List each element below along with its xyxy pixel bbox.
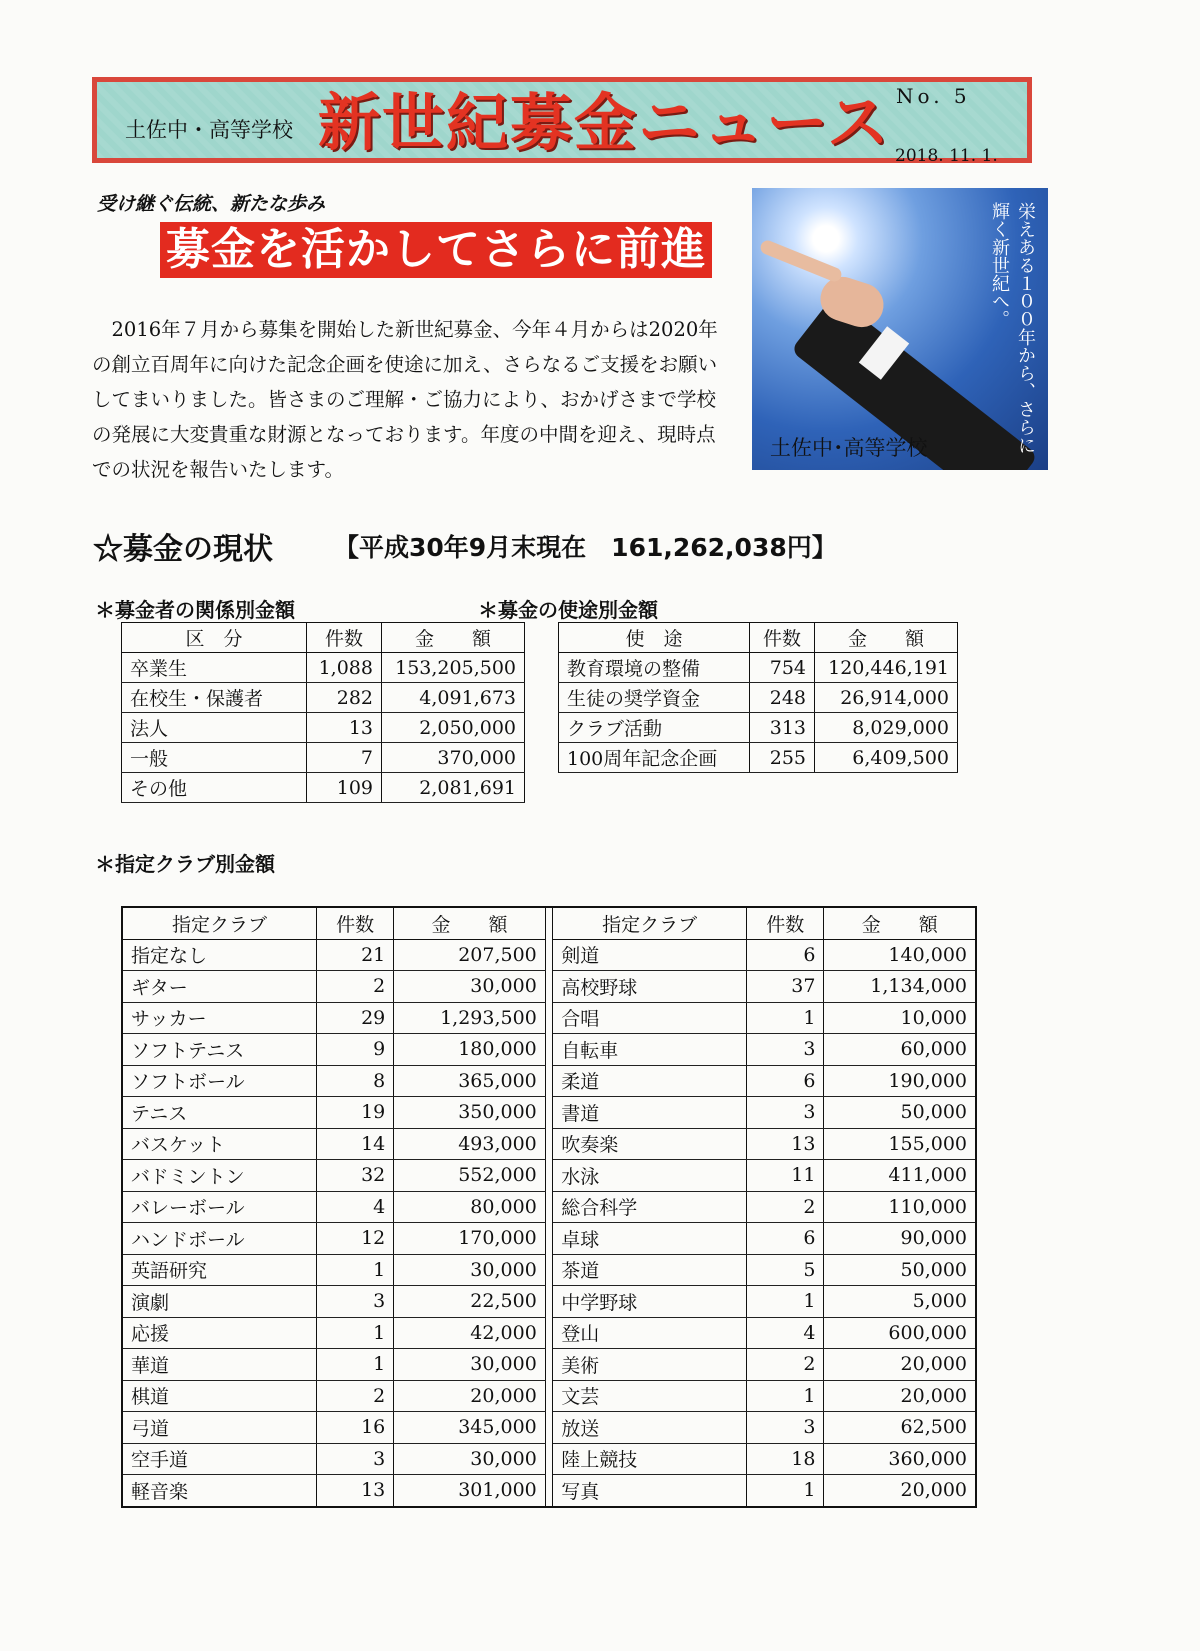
table-cell-amount: 6,409,500	[815, 743, 958, 773]
table-cell-label: 教育環境の整備	[559, 653, 750, 683]
table-cell-count: 12	[316, 1223, 393, 1255]
table-header: 指定クラブ	[122, 907, 316, 939]
table-cell-amount: 2,081,691	[382, 773, 525, 803]
table-cell-club: ギター	[122, 971, 316, 1003]
table-cell-amount: 62,500	[824, 1412, 976, 1444]
table-gap	[545, 1443, 552, 1475]
table-cell-count: 6	[747, 1223, 824, 1255]
table-row	[122, 653, 525, 683]
headline: 募金を活かしてさらに前進	[160, 222, 712, 278]
club-table	[121, 906, 977, 1508]
table-row	[122, 1286, 976, 1318]
table-cell-label: 在校生・保護者	[122, 683, 307, 713]
table-cell-amount: 2,050,000	[382, 713, 525, 743]
table-cell-amount: 20,000	[824, 1380, 976, 1412]
table-header: 件数	[750, 623, 815, 653]
table-cell-count: 3	[747, 1097, 824, 1129]
table-gap	[545, 1286, 552, 1318]
table-cell-amount: 301,000	[394, 1475, 546, 1507]
table-cell-club: テニス	[122, 1097, 316, 1129]
table-row	[122, 1065, 976, 1097]
table-cell-club: 書道	[553, 1097, 747, 1129]
relation-section-title: ＊募金者の関係別金額	[95, 598, 295, 622]
table-cell-club: 茶道	[553, 1254, 747, 1286]
table-cell-amount: 140,000	[824, 939, 976, 971]
table-cell-amount: 1,134,000	[824, 971, 976, 1003]
table-cell-count: 1	[316, 1317, 393, 1349]
table-cell-club: 弓道	[122, 1412, 316, 1444]
table-row	[122, 1002, 976, 1034]
table-cell-club: バレーボール	[122, 1191, 316, 1223]
table-cell-count: 13	[307, 713, 382, 743]
table-row	[122, 773, 525, 803]
table-row	[122, 1380, 976, 1412]
table-cell-count: 8	[316, 1065, 393, 1097]
table-cell-club: 文芸	[553, 1380, 747, 1412]
table-row	[122, 1412, 976, 1444]
table-cell-count: 1	[747, 1002, 824, 1034]
table-cell-amount: 493,000	[394, 1128, 546, 1160]
table-cell-amount: 180,000	[394, 1034, 546, 1066]
table-gap	[545, 1191, 552, 1223]
table-cell-amount: 50,000	[824, 1254, 976, 1286]
table-gap	[545, 1097, 552, 1129]
table-cell-amount: 90,000	[824, 1223, 976, 1255]
table-cell-club: 高校野球	[553, 971, 747, 1003]
table-cell-club: 空手道	[122, 1443, 316, 1475]
table-cell-count: 13	[316, 1475, 393, 1507]
table-row	[122, 1223, 976, 1255]
table-row	[122, 1349, 976, 1381]
table-header: 件数	[316, 907, 393, 939]
table-row	[559, 683, 958, 713]
table-header: 金 額	[815, 623, 958, 653]
table-cell-amount: 22,500	[394, 1286, 546, 1318]
table-cell-amount: 365,000	[394, 1065, 546, 1097]
relation-table	[121, 622, 525, 803]
issue-date: 2018. 11. 1.	[895, 146, 998, 166]
table-cell-label: 100周年記念企画	[559, 743, 750, 773]
table-cell-amount: 5,000	[824, 1286, 976, 1318]
table-cell-label: 一般	[122, 743, 307, 773]
table-row	[122, 939, 976, 971]
table-cell-club: ハンドボール	[122, 1223, 316, 1255]
table-row	[122, 683, 525, 713]
table-cell-club: 美術	[553, 1349, 747, 1381]
use-table	[558, 622, 958, 773]
table-cell-club: 英語研究	[122, 1254, 316, 1286]
table-gap	[545, 939, 552, 971]
table-row	[559, 653, 958, 683]
table-cell-amount: 1,293,500	[394, 1002, 546, 1034]
table-cell-count: 754	[750, 653, 815, 683]
table-gap	[545, 1380, 552, 1412]
table-cell-amount: 190,000	[824, 1065, 976, 1097]
table-cell-count: 7	[307, 743, 382, 773]
table-cell-count: 6	[747, 939, 824, 971]
table-cell-club: 登山	[553, 1317, 747, 1349]
table-cell-amount: 120,446,191	[815, 653, 958, 683]
photo-finger	[759, 238, 844, 283]
table-cell-amount: 155,000	[824, 1128, 976, 1160]
table-gap	[545, 907, 552, 939]
table-row	[122, 1254, 976, 1286]
intro-paragraph: 2016年７月から募集を開始した新世紀募金、今年４月からは2020年の創立百周年に向けた記念企画を使途に加え、さらなるご支援をお願いしてまいりました。皆さまのご理解・ご協力により、おかげさまで学校の発展に大変貴重な財源となっております。年度の中間を迎え、現時点での状況を報告いたします。	[92, 318, 718, 481]
table-header: 使 途	[559, 623, 750, 653]
table-row	[122, 1191, 976, 1223]
table-cell-count: 9	[316, 1034, 393, 1066]
table-cell-amount: 42,000	[394, 1317, 546, 1349]
table-cell-label: 生徒の奨学資金	[559, 683, 750, 713]
table-cell-club: 棋道	[122, 1380, 316, 1412]
table-cell-club: 剣道	[553, 939, 747, 971]
table-cell-club: ソフトボール	[122, 1065, 316, 1097]
table-cell-count: 3	[316, 1443, 393, 1475]
table-gap	[545, 971, 552, 1003]
table-cell-count: 29	[316, 1002, 393, 1034]
table-cell-club: 華道	[122, 1349, 316, 1381]
issue-number: No. 5	[896, 84, 971, 108]
table-cell-count: 3	[747, 1034, 824, 1066]
table-row	[122, 1160, 976, 1192]
table-cell-count: 1	[747, 1475, 824, 1507]
photo-school-caption: 土佐中･高等学校	[770, 436, 928, 460]
table-cell-amount: 20,000	[824, 1475, 976, 1507]
table-cell-amount: 170,000	[394, 1223, 546, 1255]
table-cell-amount: 20,000	[394, 1380, 546, 1412]
table-row	[122, 1475, 976, 1507]
table-cell-club: 指定なし	[122, 939, 316, 971]
table-cell-label: クラブ活動	[559, 713, 750, 743]
table-gap	[545, 1128, 552, 1160]
table-cell-amount: 10,000	[824, 1002, 976, 1034]
table-cell-club: 吹奏楽	[553, 1128, 747, 1160]
table-header: 金 額	[394, 907, 546, 939]
table-cell-count: 1	[316, 1254, 393, 1286]
table-gap	[545, 1317, 552, 1349]
table-cell-count: 248	[750, 683, 815, 713]
table-cell-count: 2	[316, 1380, 393, 1412]
table-cell-count: 109	[307, 773, 382, 803]
table-cell-amount: 207,500	[394, 939, 546, 971]
status-title: ☆募金の現状	[93, 532, 273, 567]
table-cell-count: 32	[316, 1160, 393, 1192]
table-cell-count: 37	[747, 971, 824, 1003]
table-header: 指定クラブ	[553, 907, 747, 939]
pointing-hand-photo	[752, 188, 1048, 470]
table-cell-club: 軽音楽	[122, 1475, 316, 1507]
table-cell-count: 5	[747, 1254, 824, 1286]
use-section-title: ＊募金の使途別金額	[478, 598, 658, 622]
table-cell-club: 総合科学	[553, 1191, 747, 1223]
table-cell-amount: 345,000	[394, 1412, 546, 1444]
table-cell-count: 2	[316, 971, 393, 1003]
table-cell-label: 法人	[122, 713, 307, 743]
table-header: 件数	[747, 907, 824, 939]
table-cell-count: 2	[747, 1191, 824, 1223]
table-row	[122, 1128, 976, 1160]
table-cell-amount: 360,000	[824, 1443, 976, 1475]
table-gap	[545, 1349, 552, 1381]
table-cell-count: 255	[750, 743, 815, 773]
subtitle: 受け継ぐ伝統、新たな歩み	[97, 193, 326, 215]
table-row	[122, 1097, 976, 1129]
table-cell-amount: 411,000	[824, 1160, 976, 1192]
table-cell-club: 写真	[553, 1475, 747, 1507]
table-cell-count: 16	[316, 1412, 393, 1444]
table-cell-count: 3	[747, 1412, 824, 1444]
table-cell-club: バスケット	[122, 1128, 316, 1160]
table-cell-amount: 20,000	[824, 1349, 976, 1381]
table-cell-club: サッカー	[122, 1002, 316, 1034]
table-cell-count: 4	[316, 1191, 393, 1223]
table-header: 金 額	[824, 907, 976, 939]
table-header: 金 額	[382, 623, 525, 653]
table-cell-club: 柔道	[553, 1065, 747, 1097]
table-cell-count: 1	[747, 1286, 824, 1318]
table-cell-club: 応援	[122, 1317, 316, 1349]
table-row	[122, 713, 525, 743]
table-cell-amount: 350,000	[394, 1097, 546, 1129]
table-cell-amount: 50,000	[824, 1097, 976, 1129]
table-cell-amount: 600,000	[824, 1317, 976, 1349]
table-cell-amount: 30,000	[394, 971, 546, 1003]
table-cell-count: 4	[747, 1317, 824, 1349]
table-cell-club: 自転車	[553, 1034, 747, 1066]
table-cell-label: その他	[122, 773, 307, 803]
table-cell-amount: 370,000	[382, 743, 525, 773]
table-cell-club: 中学野球	[553, 1286, 747, 1318]
table-cell-amount: 30,000	[394, 1254, 546, 1286]
table-cell-amount: 30,000	[394, 1443, 546, 1475]
table-cell-count: 1	[316, 1349, 393, 1381]
table-cell-club: 卓球	[553, 1223, 747, 1255]
table-cell-count: 6	[747, 1065, 824, 1097]
table-cell-club: バドミントン	[122, 1160, 316, 1192]
table-cell-club: 水泳	[553, 1160, 747, 1192]
table-cell-count: 313	[750, 713, 815, 743]
table-cell-count: 11	[747, 1160, 824, 1192]
table-gap	[545, 1475, 552, 1507]
table-cell-count: 1,088	[307, 653, 382, 683]
table-cell-amount: 30,000	[394, 1349, 546, 1381]
table-cell-count: 14	[316, 1128, 393, 1160]
table-cell-amount: 26,914,000	[815, 683, 958, 713]
table-cell-amount: 552,000	[394, 1160, 546, 1192]
newsletter-title: 新世紀募金ニュース	[318, 86, 891, 159]
table-cell-amount: 8,029,000	[815, 713, 958, 743]
table-cell-club: 陸上競技	[553, 1443, 747, 1475]
table-cell-club: 演劇	[122, 1286, 316, 1318]
table-cell-count: 13	[747, 1128, 824, 1160]
table-gap	[545, 1034, 552, 1066]
table-row	[559, 713, 958, 743]
table-row	[122, 971, 976, 1003]
school-name: 土佐中・高等学校	[125, 118, 293, 142]
table-row	[559, 743, 958, 773]
table-gap	[545, 1002, 552, 1034]
table-cell-amount: 153,205,500	[382, 653, 525, 683]
table-cell-amount: 110,000	[824, 1191, 976, 1223]
table-cell-count: 3	[316, 1286, 393, 1318]
table-cell-club: 合唱	[553, 1002, 747, 1034]
table-gap	[545, 1254, 552, 1286]
table-gap	[545, 1412, 552, 1444]
table-cell-count: 19	[316, 1097, 393, 1129]
table-header: 件数	[307, 623, 382, 653]
table-row	[122, 1443, 976, 1475]
table-cell-count: 2	[747, 1349, 824, 1381]
table-cell-amount: 4,091,673	[382, 683, 525, 713]
table-cell-count: 1	[747, 1380, 824, 1412]
table-row	[122, 743, 525, 773]
table-gap	[545, 1223, 552, 1255]
table-cell-count: 21	[316, 939, 393, 971]
table-cell-club: 放送	[553, 1412, 747, 1444]
table-cell-count: 282	[307, 683, 382, 713]
table-cell-label: 卒業生	[122, 653, 307, 683]
table-row	[122, 1317, 976, 1349]
table-cell-club: ソフトテニス	[122, 1034, 316, 1066]
table-cell-amount: 80,000	[394, 1191, 546, 1223]
photo-vertical-caption: 栄えある１００年から、さらに輝く新世紀へ。	[989, 202, 1036, 454]
table-row	[122, 1034, 976, 1066]
table-cell-count: 18	[747, 1443, 824, 1475]
table-cell-amount: 60,000	[824, 1034, 976, 1066]
club-section-title: ＊指定クラブ別金額	[95, 852, 275, 876]
table-header: 区 分	[122, 623, 307, 653]
table-gap	[545, 1160, 552, 1192]
table-gap	[545, 1065, 552, 1097]
status-total: 【平成30年9月末現在 161,262,038円】	[334, 533, 837, 562]
